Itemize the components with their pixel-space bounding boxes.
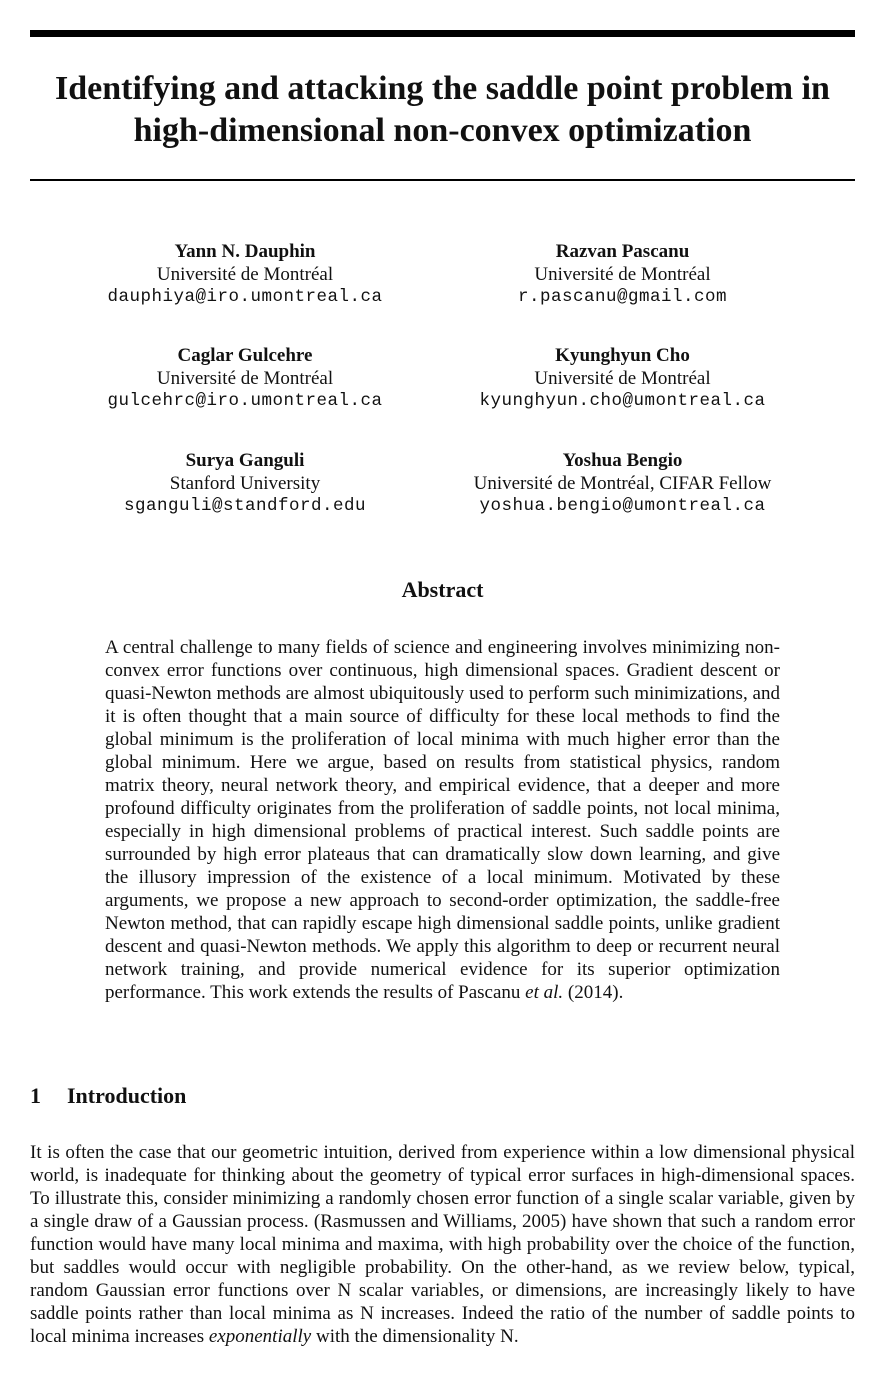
author-affiliation: Université de Montréal	[534, 264, 711, 285]
title-rule	[30, 179, 855, 181]
abstract-text-end: (2014).	[563, 982, 624, 1003]
abstract-etal: et al.	[525, 982, 564, 1003]
section-heading	[30, 1082, 186, 1110]
author-block	[450, 449, 795, 518]
author-affiliation: Université de Montréal	[156, 264, 334, 285]
author-email: gulcehrc@iro.umontreal.ca	[107, 391, 383, 411]
intro-text-end: with the dimensionality N.	[311, 1326, 519, 1347]
author-block	[80, 240, 410, 309]
introduction-body	[30, 1141, 855, 1348]
author-affiliation: Université de Montréal	[156, 368, 334, 389]
top-rule	[30, 30, 855, 37]
author-affiliation: Stanford University	[169, 473, 321, 494]
author-email: dauphiya@iro.umontreal.ca	[107, 287, 383, 307]
abstract-heading: Abstract	[401, 577, 484, 602]
author-name: Surya Ganguli	[185, 450, 305, 471]
author-affiliation: Université de Montréal	[534, 368, 711, 389]
abstract-text: A central challenge to many fields of science and engineering involves minimizing non-convex error functions over continuous, high dimensional spaces. Gradient descent or quasi-Newton methods are almost ubiquitously used to perform such minimizations, and it is often thought that a main source of difficulty for these local methods to find the global minimum is the proliferation of local minima with much higher error than the global minimum. Here we argue, based on results from statistical physics, random matrix theory, neural network theory, and empirical evidence, that a deeper and more profound difficulty originates from the proliferation of saddle points, not local minima, especially in high dimensional problems of practical interest. Such saddle points are surrounded by high error plateaus that can dramatically slow down learning, and give the illusory impression of the existence of a local minimum. Motivated by these arguments, we propose a new approach to second-order optimization, the saddle-free Newton method, that can rapidly escape high dimensional saddle points, unlike gradient descent and quasi-Newton methods. We apply this algorithm to deep or recurrent neural network training, and provide numerical evidence for its superior optimization performance. This work extends the results of Pascanu	[105, 637, 780, 1003]
author-block	[80, 449, 410, 518]
author-name: Kyunghyun Cho	[555, 345, 690, 366]
abstract-body	[105, 636, 780, 1004]
author-name: Caglar Gulcehre	[177, 345, 313, 366]
author-block	[450, 344, 795, 413]
author-email: kyunghyun.cho@umontreal.ca	[479, 391, 766, 411]
author-email: yoshua.bengio@umontreal.ca	[479, 496, 766, 516]
author-email: sganguli@standford.edu	[123, 496, 367, 516]
author-affiliation: Université de Montréal, CIFAR Fellow	[473, 473, 772, 494]
author-name: Yoshua Bengio	[562, 450, 683, 471]
author-block	[80, 344, 410, 413]
author-name: Razvan Pascanu	[555, 241, 690, 262]
section-title: Introduction	[67, 1083, 187, 1108]
author-block	[450, 240, 795, 309]
intro-text: It is often the case that our geometric intuition, derived from experience within a low dimensional physical world, is inadequate for thinking about the geometry of typical error surfaces in high-dimensional spaces. To illustrate this, consider minimizing a randomly chosen error function of a single scalar variable, given by a single draw of a Gaussian process. (Rasmussen and Williams, 2005) have shown that such a random error function would have many local minima and maxima, with high probability over the choice of the function, but saddles would occur with negligible probability. On the other-hand, as we review below, typical, random Gaussian error functions over N scalar variables, or dimensions, are increasingly likely to have saddle points rather than local minima as N increases. Indeed the ratio of the number of saddle points to local minima increases	[30, 1142, 855, 1347]
intro-emphasis: exponentially	[208, 1326, 312, 1347]
author-email: r.pascanu@gmail.com	[517, 287, 728, 307]
author-name: Yann N. Dauphin	[174, 241, 316, 262]
paper-title: Identifying and attacking the saddle point problem in high-dimensional non-convex optimization	[55, 70, 830, 149]
section-number: 1	[30, 1083, 41, 1108]
